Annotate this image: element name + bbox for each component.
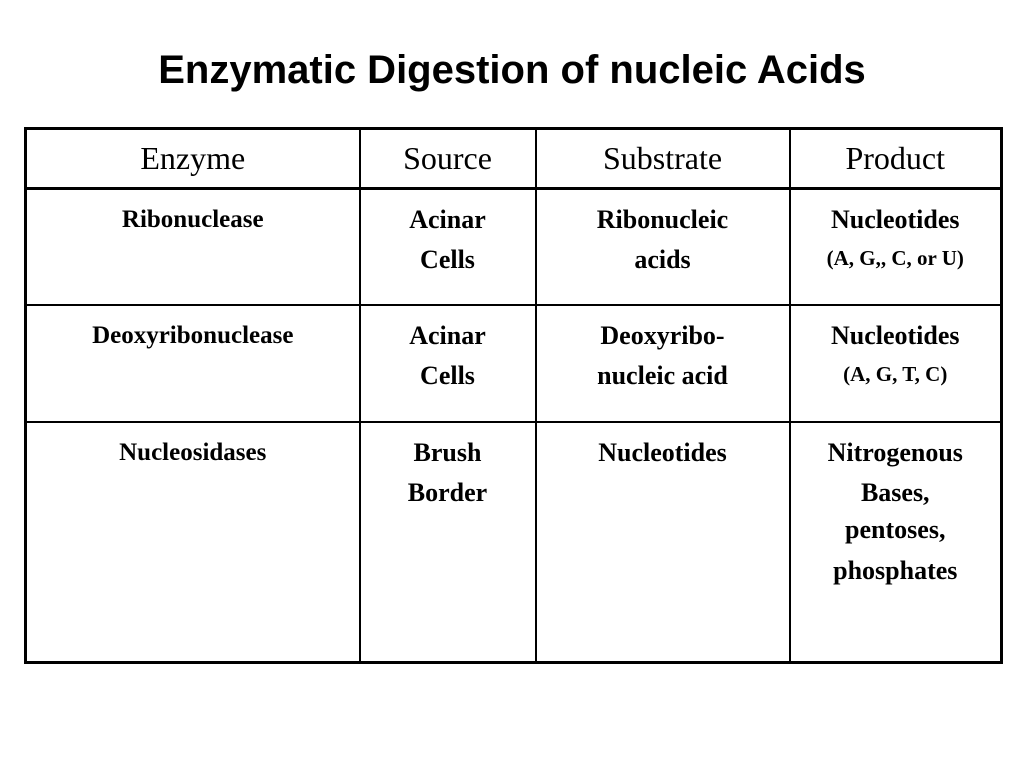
substrate-cell: [536, 305, 790, 422]
source-cell: [360, 189, 536, 306]
substrate-line: Ribonucleic: [596, 205, 729, 234]
enzyme-name: Ribonuclease: [121, 206, 264, 233]
table-row: [26, 189, 1002, 306]
digestion-table: [24, 127, 1003, 664]
source-line: Acinar: [409, 205, 486, 234]
enzyme-name: Deoxyribonuclease: [92, 322, 294, 349]
product-line: Nucleotides: [830, 321, 960, 350]
product-note: (A, G,, C, or U): [826, 246, 964, 270]
substrate-line: Deoxyribo-: [600, 321, 725, 350]
product-note: (A, G, T, C): [843, 362, 948, 386]
source-line: Cells: [420, 361, 475, 390]
product-cell: [790, 422, 1002, 663]
source-line: Border: [407, 478, 488, 507]
substrate-cell: [536, 189, 790, 306]
table-row: [26, 422, 1002, 663]
substrate-line: Nucleotides: [598, 438, 727, 467]
header-substrate: Substrate: [536, 129, 790, 189]
product-cell: [790, 189, 1002, 306]
enzyme-name: Nucleosidases: [119, 439, 267, 466]
source-cell: [360, 305, 536, 422]
source-cell: [360, 422, 536, 663]
source-line: Cells: [420, 245, 475, 274]
source-line: Acinar: [409, 321, 486, 350]
product-line: Nucleotides: [830, 205, 960, 234]
substrate-line: nucleic acid: [597, 361, 728, 390]
substrate-line: acids: [634, 245, 691, 274]
source-line: Brush: [413, 438, 482, 467]
table-header-row: [26, 129, 1002, 189]
table-row: [26, 305, 1002, 422]
enzyme-cell: [26, 422, 360, 663]
product-line: pentoses,: [845, 515, 946, 544]
header-enzyme: Enzyme: [26, 129, 360, 189]
slide-title: Enzymatic Digestion of nucleic Acids: [158, 48, 866, 92]
substrate-cell: [536, 422, 790, 663]
product-line: phosphates: [833, 556, 958, 585]
header-product: Product: [790, 129, 1002, 189]
product-cell: [790, 305, 1002, 422]
header-source: Source: [360, 129, 536, 189]
enzyme-cell: [26, 305, 360, 422]
product-line: Bases,: [860, 478, 930, 507]
enzyme-cell: [26, 189, 360, 306]
product-line: Nitrogenous: [827, 438, 963, 467]
